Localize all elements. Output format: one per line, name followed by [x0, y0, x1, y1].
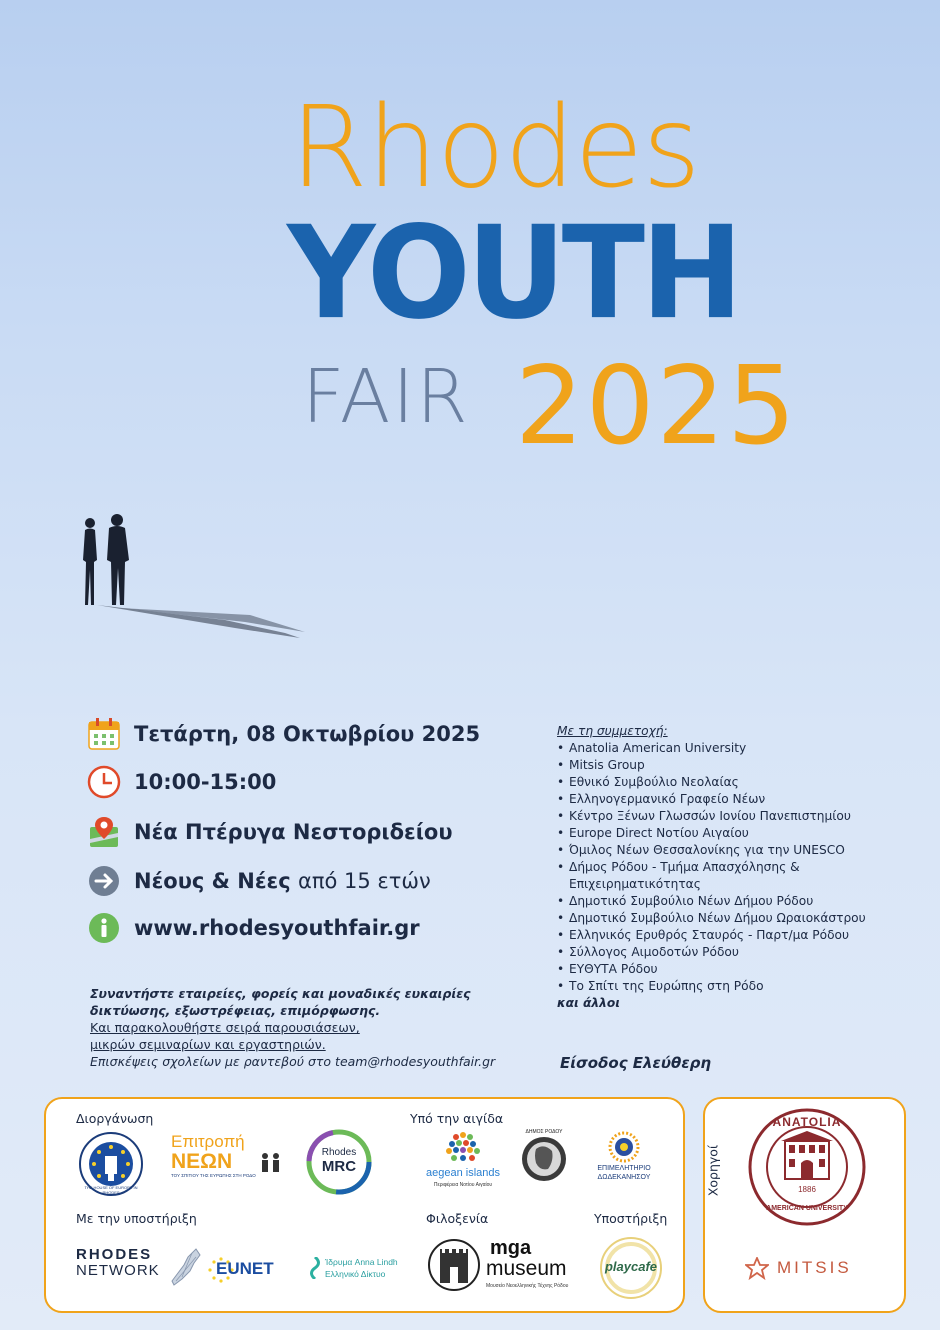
house-europe-text: THE HOUSE OF EUROPE IN RHODES	[84, 1185, 138, 1195]
free-entry: Είσοδος Ελεύθερη	[560, 1054, 712, 1072]
description-line: δικτύωσης, εξωστρέφειας, επιμόρφωσης.	[90, 1003, 381, 1018]
youth-committee-logo	[171, 1133, 291, 1193]
mga-word2: museum	[486, 1257, 567, 1280]
playcafe-logo	[598, 1235, 664, 1301]
silhouette-illustration	[75, 510, 305, 650]
event-time: 10:00-15:00	[134, 770, 277, 794]
anatolia-seal-logo	[747, 1107, 867, 1227]
aegean-sub: Περιφέρεια Νοτίου Αιγαίου	[433, 1182, 493, 1188]
map-pin-icon	[86, 814, 122, 850]
anna-lindh-word1: Ίδρυμα Anna Lindh	[325, 1257, 398, 1267]
mrc-word1: Rhodes	[321, 1147, 357, 1158]
chamber-logo	[584, 1131, 664, 1191]
eunet-text: EUNET	[216, 1259, 274, 1278]
dimos-text: ΔΗΜΟΣ ΡΟΔΟΥ	[525, 1129, 563, 1135]
list-item: • Mitsis Group	[557, 757, 917, 774]
info-time	[86, 764, 276, 800]
mitsis-logo	[745, 1255, 885, 1285]
description-line: μικρών σεμιναρίων και εργαστηριών.	[90, 1037, 326, 1052]
description	[90, 985, 510, 1070]
participants-more: και άλλοι	[557, 996, 620, 1010]
network-word1: RHODES	[76, 1246, 153, 1263]
audience-bold: Νέους & Νέες	[134, 869, 291, 893]
list-item: • Το Σπίτι της Ευρώπης στη Ρόδο	[557, 978, 917, 995]
sponsors-label: Χορηγοί	[705, 1144, 721, 1197]
anna-lindh-logo	[308, 1255, 418, 1285]
sponsors-box	[703, 1097, 906, 1313]
clock-icon	[86, 764, 122, 800]
calendar-icon	[86, 716, 122, 752]
event-audience	[134, 869, 431, 893]
chamber-word2: ΔΩΔΕΚΑΝΗΣΟΥ	[597, 1174, 651, 1181]
mitsis-text: MITSIS	[777, 1258, 852, 1277]
mga-word1: mga	[490, 1237, 532, 1259]
event-date: Τετάρτη, 08 Οκτωβρίου 2025	[134, 722, 481, 746]
rhodes-mrc-logo	[306, 1129, 372, 1195]
hospitality-label: Φιλοξενία	[426, 1211, 489, 1226]
title-rhodes: Rhodes	[290, 83, 700, 213]
list-item: • Εθνικό Συμβούλιο Νεολαίας	[557, 774, 917, 791]
mitsis-star-icon	[745, 1257, 769, 1281]
youth-committee-sub: ΤΟΥ ΣΠΙΤΙΟΥ ΤΗΣ ΕΥΡΩΠΗΣ ΣΤΗ ΡΟΔΟ	[171, 1173, 256, 1178]
description-line: Συναντήστε εταιρείες, φορείς και μοναδικές ευκαιρίες	[90, 986, 471, 1001]
list-item: • Σύλλογος Αιμοδοτών Ρόδου	[557, 944, 917, 961]
youth-committee-word1: Επιτροπή	[171, 1132, 245, 1151]
info-audience	[86, 863, 431, 899]
aegean-islands-logo	[418, 1129, 508, 1195]
info-website	[86, 910, 420, 946]
mrc-word2: MRC	[321, 1158, 357, 1175]
support-label: Με την υποστήριξη	[76, 1211, 197, 1226]
list-item: • Δημοτικό Συμβούλιο Νέων Δήμου Ρόδου	[557, 893, 917, 910]
event-website[interactable]: www.rhodesyouthfair.gr	[134, 916, 420, 940]
list-item: • Anatolia American University	[557, 740, 917, 757]
eunet-logo	[208, 1255, 298, 1285]
audience-light: από 15 ετών	[297, 869, 431, 893]
list-item: • ΕΥΘΥΤΑ Ρόδου	[557, 961, 917, 978]
dimos-rodou-logo	[516, 1129, 572, 1195]
list-item: • Europe Direct Νοτίου Αιγαίου	[557, 825, 917, 842]
playcafe-text: playcafe	[604, 1259, 658, 1274]
list-item: • Κέντρο Ξένων Γλωσσών Ιονίου Πανεπιστημίου	[557, 808, 917, 825]
list-item: • Όμιλος Νέων Θεσσαλονίκης για την UNESCO	[557, 842, 917, 859]
anna-lindh-word2: Ελληνικό Δίκτυο	[325, 1269, 386, 1279]
list-item: • Ελληνογερμανικό Γραφείο Νέων	[557, 791, 917, 808]
event-place: Νέα Πτέρυγα Νεστοριδείου	[134, 820, 453, 844]
info-date	[86, 716, 480, 752]
youth-committee-word2: ΝΕΩΝ	[171, 1150, 233, 1173]
participants-header: Με τη συμμετοχή:	[557, 724, 668, 738]
auspices-label: Υπό την αιγίδα	[410, 1111, 504, 1126]
anatolia-bottom-text: AMERICAN UNIVERSITY	[766, 1205, 848, 1212]
network-word2: NETWORK	[76, 1262, 160, 1279]
mga-sub: Μουσείο Νεοελληνικής Τέχνης Ρόδου	[486, 1283, 569, 1289]
support2-label: Υποστήριξη	[594, 1211, 668, 1226]
anatolia-top-text: ANATOLIA	[772, 1115, 842, 1129]
aegean-text: aegean islands	[425, 1167, 500, 1179]
title-fair: FAIR	[302, 354, 470, 440]
info-icon	[86, 910, 122, 946]
participants-list	[557, 723, 917, 1012]
anatolia-year: 1886	[798, 1185, 816, 1194]
mga-museum-logo	[428, 1235, 588, 1301]
school-visits-note: Επισκέψεις σχολείων με ραντεβού στο team@rhodesyouthfair.gr	[90, 1054, 496, 1069]
info-place	[86, 814, 453, 850]
organizer-label: Διοργάνωση	[76, 1111, 154, 1126]
list-item: • Δήμος Ρόδου - Τμήμα Απασχόλησης & Επιχειρηματικότητας	[557, 859, 819, 893]
title-year: 2025	[515, 344, 798, 469]
rhodes-network-logo	[76, 1247, 200, 1295]
people-icon	[259, 1151, 283, 1173]
house-europe-logo	[78, 1131, 144, 1197]
chamber-word1: ΕΠΙΜΕΛΗΤΗΡΙΟ	[597, 1165, 651, 1172]
partners-box	[44, 1097, 685, 1313]
description-line: Και παρακολουθήστε σειρά παρουσιάσεων,	[90, 1020, 360, 1035]
network-map-icon	[168, 1247, 202, 1287]
arrow-right-icon	[86, 863, 122, 899]
title-youth: YOUTH	[287, 198, 740, 348]
list-item: • Ελληνικός Ερυθρός Σταυρός - Παρτ/μα Ρόδου	[557, 927, 917, 944]
list-item: • Δημοτικό Συμβούλιο Νέων Δήμου Ωραιοκάστρου	[557, 910, 917, 927]
